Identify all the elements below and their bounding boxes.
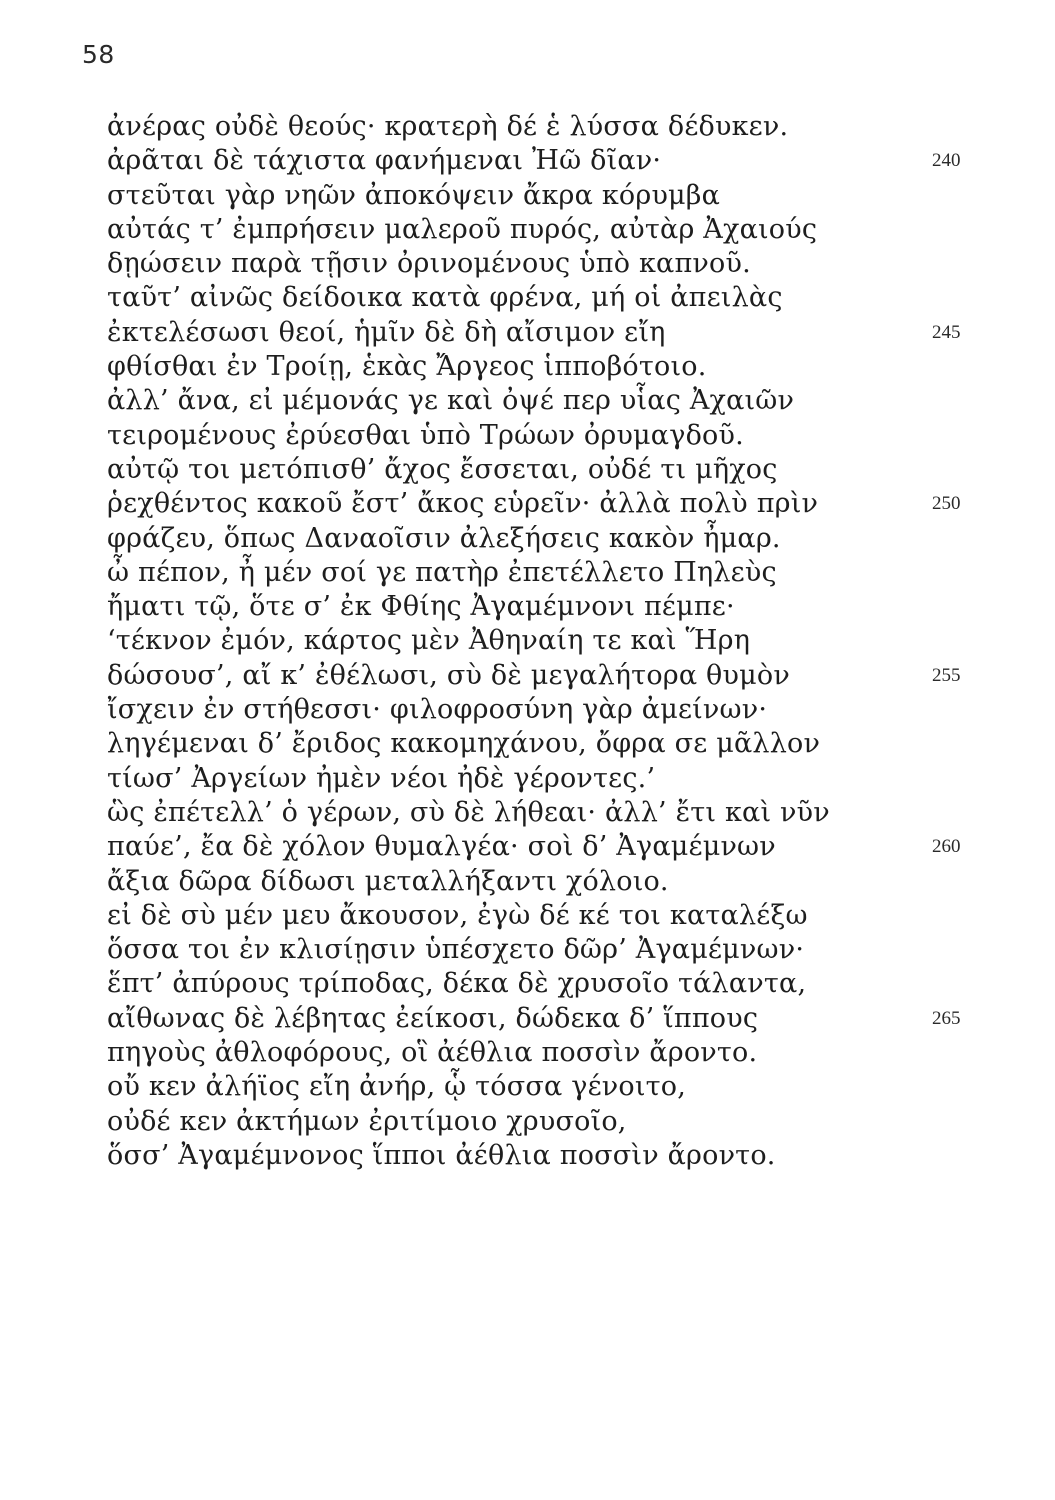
verse-text: ὣς ἐπέτελλ’ ὁ γέρων, σὺ δὲ λήθεαι· ἀλλ’ ἔτι καὶ νῦν [107, 796, 830, 828]
line-number: 265 [932, 1007, 961, 1029]
verse-line [107, 384, 997, 418]
verse-text: ἄξια δῶρα δίδωσι μεταλλήξαντι χόλοιο. [107, 865, 669, 897]
page-number: 58 [82, 40, 115, 69]
verse-text: τειρομένους ἐρύεσθαι ὑπὸ Τρώων ὀρυμαγδοῦ. [107, 419, 744, 451]
verse-line [107, 281, 997, 315]
verse-line [107, 933, 997, 967]
verse-text: πηγοὺς ἀθλοφόρους, οἳ ἀέθλια ποσσὶν ἄροντο. [107, 1037, 758, 1069]
verse-line [107, 350, 997, 384]
verse-line [107, 247, 997, 281]
verse-text: ἤματι τῷ, ὅτε σ’ ἐκ Φθίης Ἀγαμέμνονι πέμπε· [107, 591, 735, 623]
verse-text: ὅσσα τοι ἐν κλισίῃσιν ὑπέσχετο δῶρ’ Ἀγαμέμνων· [107, 934, 805, 966]
verse-text: ἀνέρας οὐδὲ θεούς· κρατερὴ δέ ἑ λύσσα δέδυκεν. [107, 111, 789, 142]
verse-line [107, 110, 997, 144]
verse-line [107, 522, 997, 556]
verse-line [107, 144, 997, 178]
verse-text: ὅσσ’ Ἀγαμέμνονος ἵπποι ἀέθλια ποσσὶν ἄροντο. [107, 1139, 776, 1171]
verse-text: φράζευ, ὅπως Δαναοῖσιν ἀλεξήσεις κακὸν ἦμαρ. [107, 522, 781, 554]
verse-text: ἕπτ’ ἀπύρους τρίποδας, δέκα δὲ χρυσοῖο τάλαντα, [107, 968, 807, 1000]
verse-text: αἴθωνας δὲ λέβητας ἐείκοσι, δώδεκα δ’ ἵππους [107, 1002, 759, 1034]
verse-line [107, 967, 997, 1001]
verse-text: τίωσ’ Ἀργείων ἠμὲν νέοι ἠδὲ γέροντες.’ [107, 762, 656, 794]
verse-line [107, 1139, 997, 1173]
verse-line [107, 487, 997, 521]
verse-line [107, 1105, 997, 1139]
verse-text: ταῦτ’ αἰνῶς δείδοικα κατὰ φρένα, μή οἱ ἀπειλὰς [107, 282, 783, 314]
verse-line [107, 727, 997, 761]
verse-line [107, 179, 997, 213]
verse-text: αὐτάς τ’ ἐμπρήσειν μαλεροῦ πυρός, αὐτὰρ Ἀχαιούς [107, 213, 818, 245]
verse-text: ‘τέκνον ἐμόν, κάρτος μὲν Ἀθηναίη τε καὶ Ἥρη [107, 625, 751, 657]
verse-text: φθίσθαι ἐν Τροίῃ, ἑκὰς Ἄργεος ἱπποβότοιο. [107, 351, 707, 383]
verse-line [107, 693, 997, 727]
verse-text: δώσουσ’, αἴ κ’ ἐθέλωσι, σὺ δὲ μεγαλήτορα θυμὸν [107, 659, 790, 691]
verse-text: εἰ δὲ σὺ μέν μευ ἄκουσον, ἐγὼ δέ κέ τοι καταλέξω [107, 899, 808, 931]
verse-line [107, 453, 997, 487]
line-number: 255 [932, 664, 961, 686]
verse-text: ἴσχειν ἐν στήθεσσι· φιλοφροσύνη γὰρ ἀμείνων· [107, 694, 768, 726]
verse-text: δῃώσειν παρὰ τῇσιν ὀρινομένους ὑπὸ καπνοῦ. [107, 248, 751, 280]
verse-text: ὦ πέπον, ἦ μέν σοί γε πατὴρ ἐπετέλλετο Πηλεὺς [107, 556, 777, 588]
verse-line [107, 1070, 997, 1104]
verse-text: ἐκτελέσωσι θεοί, ἡμῖν δὲ δὴ αἴσιμον εἴη [107, 316, 666, 348]
verse-text: ἀλλ’ ἄνα, εἰ μέμονάς γε καὶ ὀψέ περ υἷας Ἀχαιῶν [107, 385, 795, 417]
verse-line [107, 1002, 997, 1036]
line-number: 260 [932, 836, 961, 858]
verse-text: οὐδέ κεν ἀκτήμων ἐριτίμοιο χρυσοῖο, [107, 1105, 627, 1137]
verse-line [107, 899, 997, 933]
verse-line [107, 830, 997, 864]
verse-line [107, 590, 997, 624]
verse-line [107, 865, 997, 899]
line-number: 245 [932, 321, 961, 343]
verse-text: παύε’, ἔα δὲ χόλον θυμαλγέα· σοὶ δ’ Ἀγαμέμνων [107, 831, 776, 863]
line-number: 250 [932, 493, 961, 515]
verse-line [107, 624, 997, 658]
verse-line [107, 762, 997, 796]
verse-text: στεῦται γὰρ νηῶν ἀποκόψειν ἄκρα κόρυμβα [107, 179, 721, 211]
verse-text: οὔ κεν ἀλήϊος εἴη ἀνήρ, ᾧ τόσσα γένοιτο, [107, 1071, 686, 1103]
verse-line [107, 316, 997, 350]
verse-text: αὐτῷ τοι μετόπισθ’ ἄχος ἔσσεται, οὐδέ τι μῆχος [107, 453, 778, 485]
verse-line [107, 419, 997, 453]
verse-line [107, 556, 997, 590]
verse-text: ῥεχθέντος κακοῦ ἔστ’ ἄκος εὑρεῖν· ἀλλὰ πολὺ πρὶν [107, 488, 819, 520]
verse-text: ἀρᾶται δὲ τάχιστα φανήμεναι Ἠῶ δῖαν· [107, 145, 662, 177]
line-number: 240 [932, 150, 961, 172]
verse-list [107, 110, 997, 1173]
verse-line [107, 659, 997, 693]
verse-line [107, 796, 997, 830]
verse-text: ληγέμεναι δ’ ἔριδος κακομηχάνου, ὄφρα σε μᾶλλον [107, 728, 821, 760]
verse-line [107, 1036, 997, 1070]
verse-line [107, 213, 997, 247]
